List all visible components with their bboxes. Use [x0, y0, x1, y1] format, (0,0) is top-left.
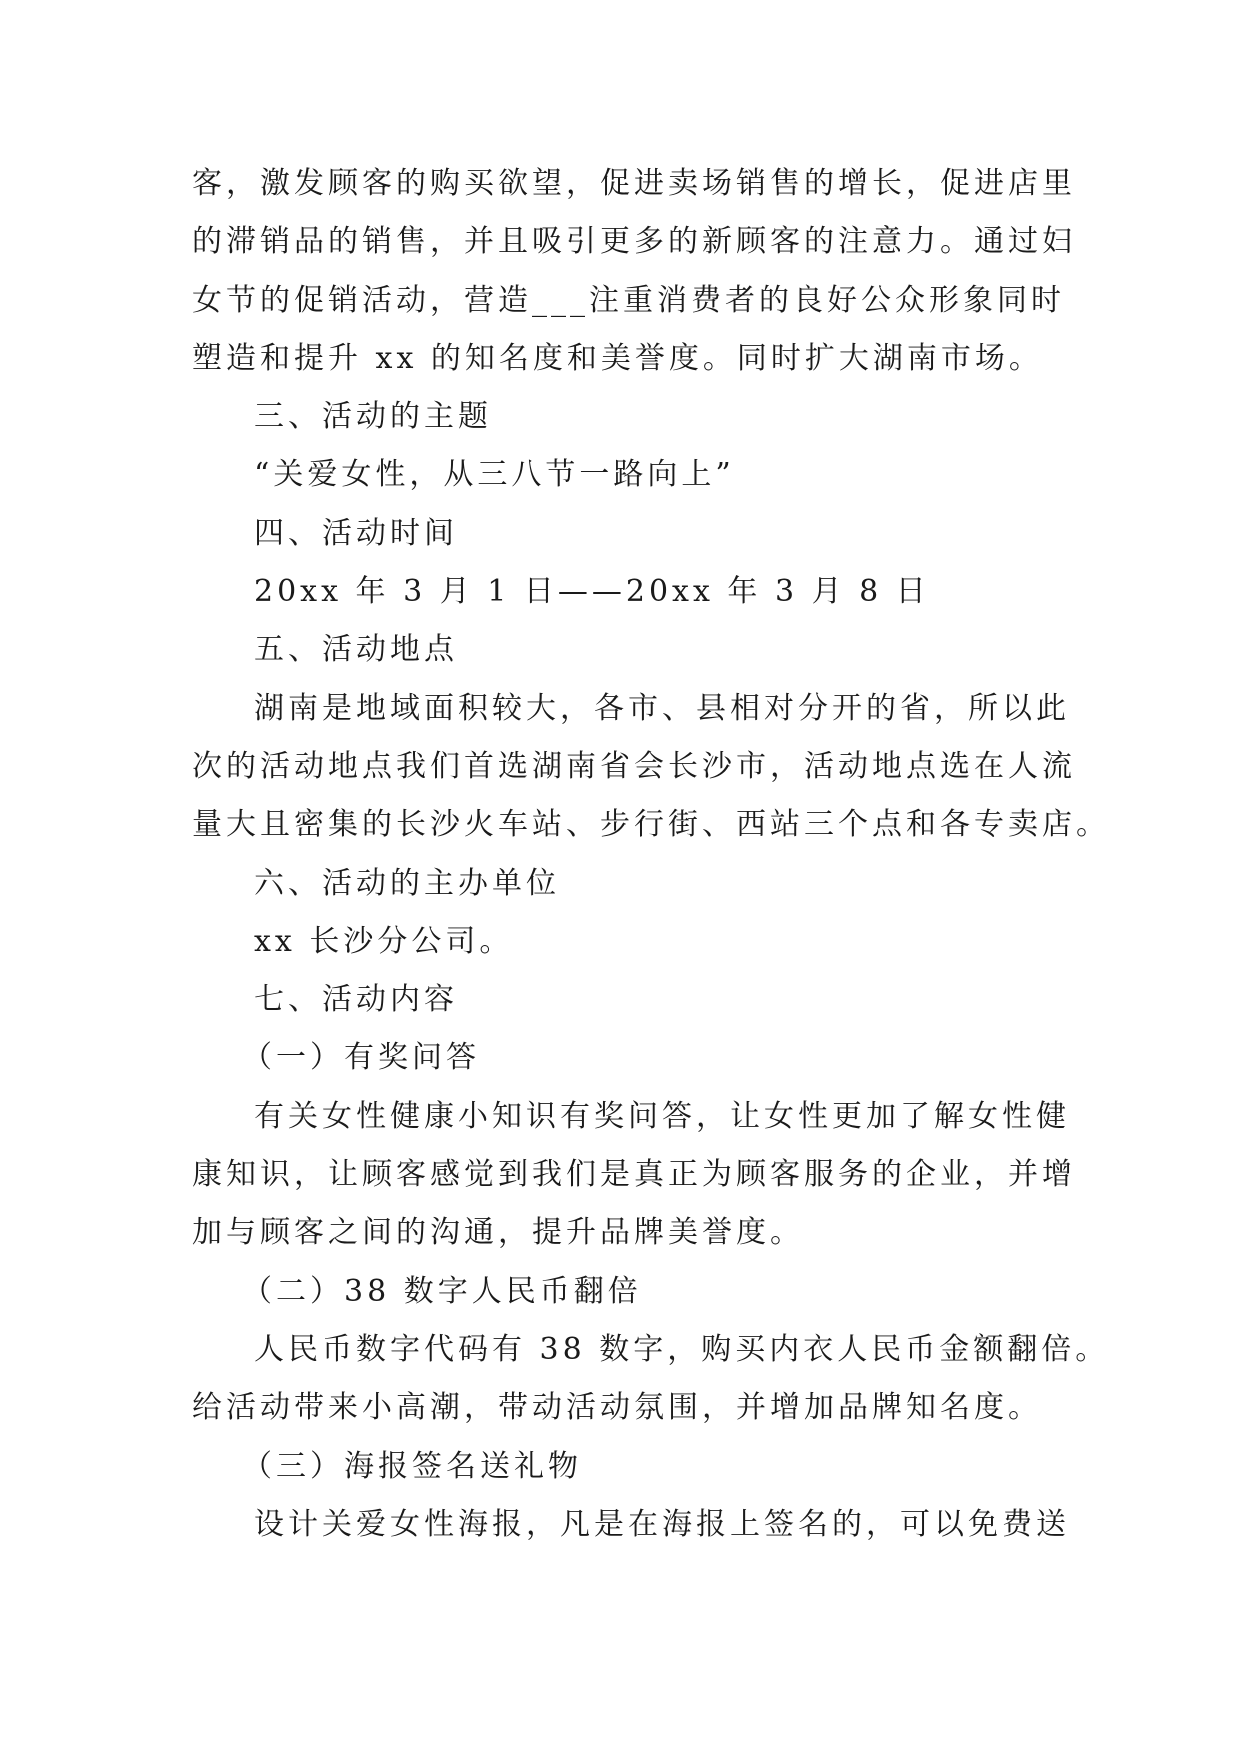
paragraph-line: 给活动带来小高潮，带动活动氛围，并增加品牌知名度。 — [192, 1390, 1042, 1426]
paragraph-line: 康知识，让顾客感觉到我们是真正为顾客服务的企业，并增 — [192, 1157, 1076, 1193]
paragraph-line: 有关女性健康小知识有奖问答，让女性更加了解女性健 — [254, 1098, 1070, 1134]
organizer-name: xx 长沙分公司。 — [254, 923, 514, 959]
paragraph-line: 次的活动地点我们首选湖南省会长沙市，活动地点选在人流 — [192, 748, 1076, 784]
section-heading-theme: 三、活动的主题 — [254, 399, 492, 435]
activity-date-range: 20xx 年 3 月 1 日——20xx 年 3 月 8 日 — [254, 574, 930, 610]
theme-slogan: “关爱女性，从三八节一路向上” — [254, 457, 735, 493]
section-heading-content: 七、活动内容 — [254, 982, 458, 1018]
paragraph-line: 女节的促销活动，营造___注重消费者的良好公众形象同时 — [192, 282, 1065, 318]
subheading-rmb-double: （二）38 数字人民币翻倍 — [242, 1273, 642, 1309]
subheading-quiz: （一）有奖问答 — [242, 1040, 480, 1076]
paragraph-line: 量大且密集的长沙火车站、步行街、西站三个点和各专卖店。 — [192, 807, 1110, 843]
section-heading-location: 五、活动地点 — [254, 632, 458, 668]
paragraph-line: 客，激发顾客的购买欲望，促进卖场销售的增长，促进店里 — [192, 166, 1076, 201]
paragraph-line: 设计关爱女性海报，凡是在海报上签名的，可以免费送 — [254, 1506, 1070, 1542]
section-heading-time: 四、活动时间 — [254, 515, 458, 551]
paragraph-line: 加与顾客之间的沟通，提升品牌美誉度。 — [192, 1215, 804, 1251]
section-heading-organizer: 六、活动的主办单位 — [254, 865, 560, 901]
paragraph-line: 人民币数字代码有 38 数字，购买内衣人民币金额翻倍。 — [254, 1331, 1110, 1367]
paragraph-line: 塑造和提升 xx 的知名度和美誉度。同时扩大湖南市场。 — [192, 340, 1043, 376]
paragraph-line: 湖南是地域面积较大，各市、县相对分开的省，所以此 — [254, 690, 1070, 726]
subheading-poster-gift: （三）海报签名送礼物 — [242, 1448, 582, 1484]
document-page — [192, 155, 1110, 1554]
paragraph-line: 的滞销品的销售，并且吸引更多的新顾客的注意力。通过妇 — [192, 224, 1076, 260]
